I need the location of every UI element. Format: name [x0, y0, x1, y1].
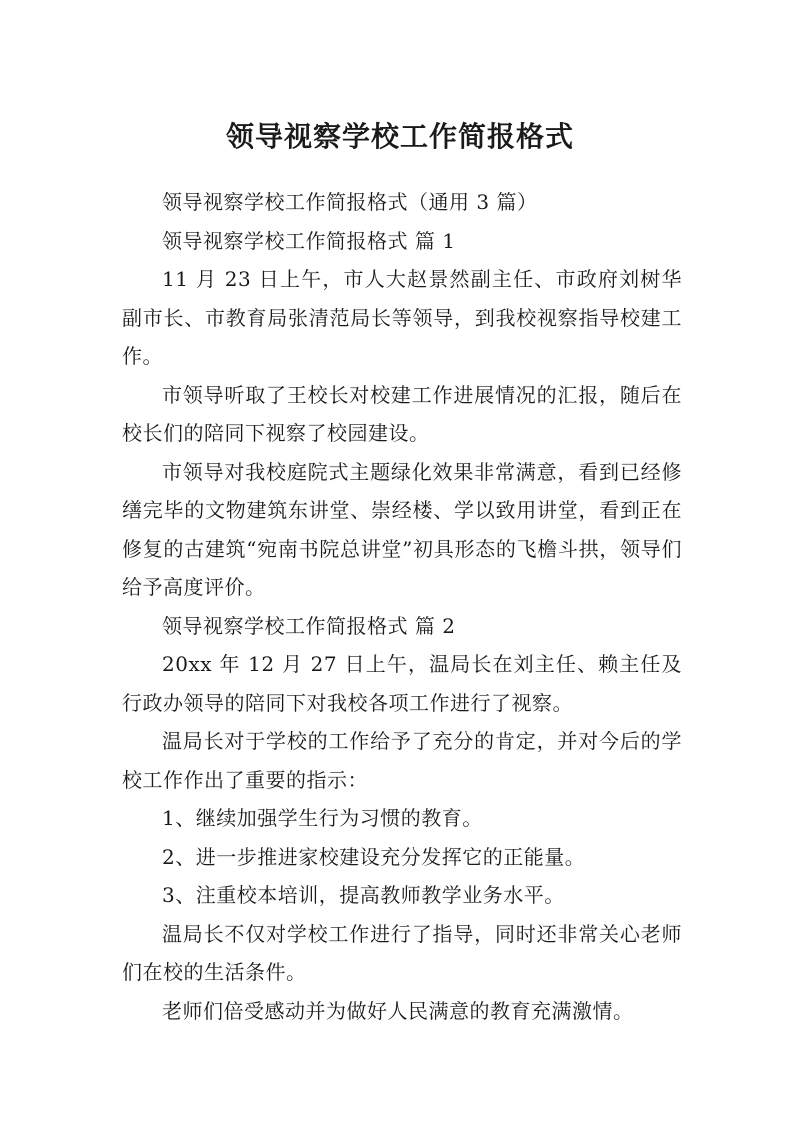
paragraph: 老师们倍受感动并为做好人民满意的教育充满激情。 [162, 998, 634, 1023]
section-heading-1: 领导视察学校工作简报格式 篇 1 [162, 228, 456, 253]
section-heading-2: 领导视察学校工作简报格式 篇 2 [162, 613, 456, 638]
paragraph: 市领导对我校庭院式主题绿化效果非常满意，看到已经修缮完毕的文物建筑东讲堂、崇经楼、学以致用讲堂，看到正在修复的古建筑“宛南书院总讲堂”初具形态的飞檐斗拱，领导们给予高度评价。 [122, 459, 682, 599]
document-body [122, 183, 682, 1030]
list-item: 2、进一步推进家校建设充分发挥它的正能量。 [162, 844, 586, 869]
paragraph: 市领导听取了王校长对校建工作进展情况的汇报，随后在校长们的陪同下视察了校园建设。 [122, 382, 682, 445]
paragraph: 温局长对于学校的工作给予了充分的肯定，并对今后的学校工作作出了重要的指示： [122, 729, 682, 792]
document-title: 领导视察学校工作简报格式 [225, 119, 574, 153]
list-item: 3、注重校本培训，提高教师教学业务水平。 [162, 883, 565, 907]
list-item: 1、继续加强学生行为习惯的教育。 [162, 806, 483, 830]
paragraph-subtitle: 领导视察学校工作简报格式（通用 3 篇） [162, 190, 538, 214]
paragraph: 20xx 年 12 月 27 日上午，温局长在刘主任、赖主任及行政办领导的陪同下对我校各项工作进行了视察。 [122, 652, 682, 715]
paragraph: 温局长不仅对学校工作进行了指导，同时还非常关心老师们在校的生活条件。 [122, 921, 682, 984]
paragraph: 11 月 23 日上午，市人大赵景然副主任、市政府刘树华副市长、市教育局张清范局长等领导，到我校视察指导校建工作。 [122, 267, 682, 368]
